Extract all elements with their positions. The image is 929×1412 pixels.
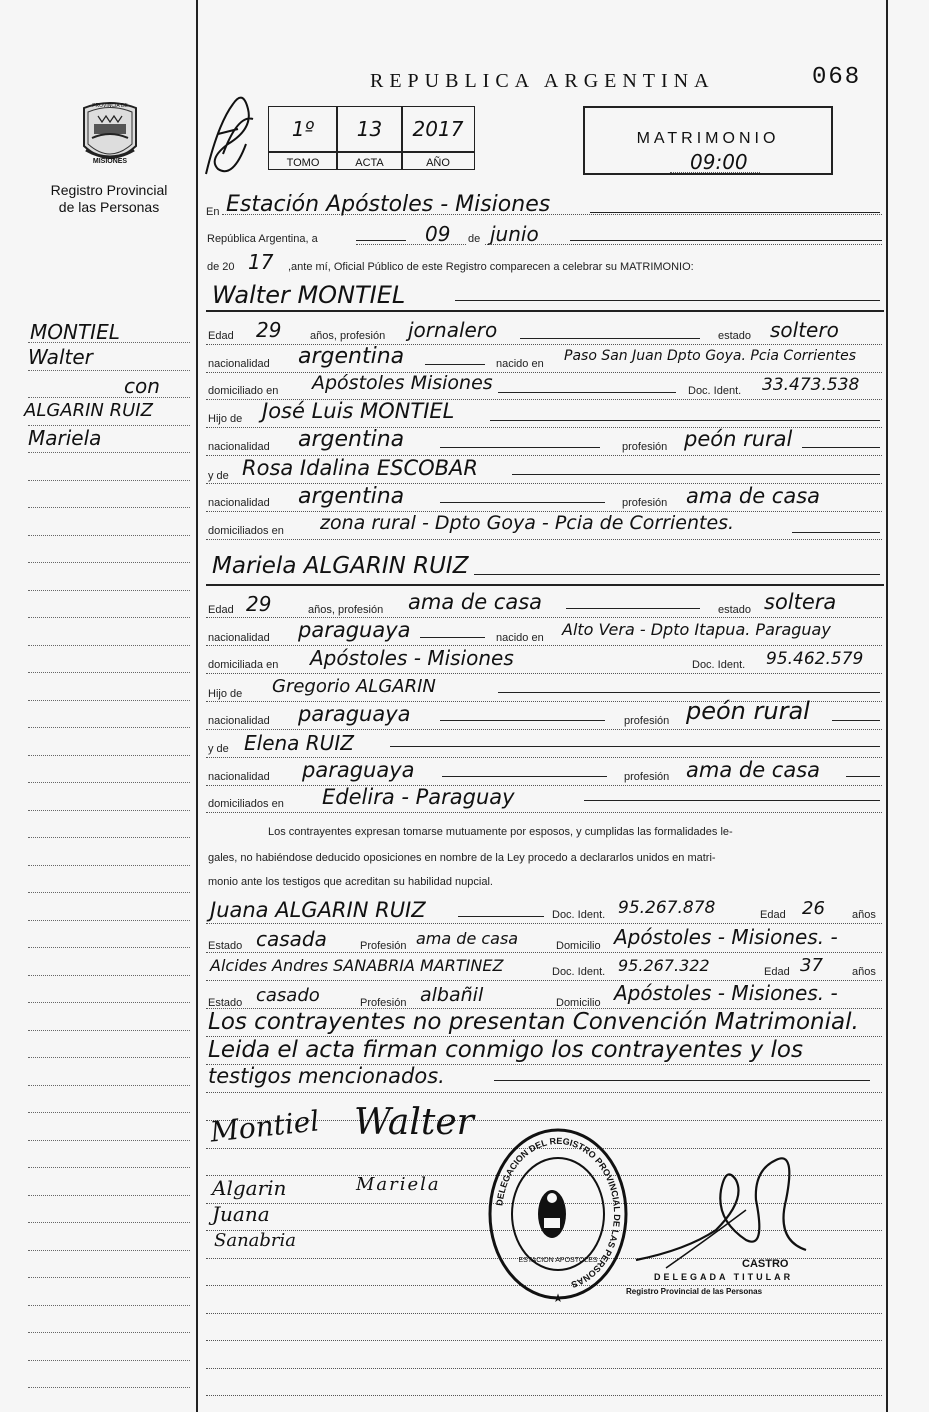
bride-mother-profession: ama de casa (686, 758, 821, 782)
groom-age: 29 (256, 318, 282, 342)
witness-signature-3: Sanabria (214, 1230, 297, 1251)
margin-ruled-line (28, 1167, 190, 1168)
groom-hijo-label: Hijo de (208, 413, 243, 425)
groom-status: soltero (770, 318, 839, 342)
margin-ruled-line (28, 1277, 190, 1278)
margin-ruled-line (28, 1002, 190, 1003)
stamp-ring-text: DELEGACION DEL REGISTRO PROVINCIAL DE LAS PERSONAS (494, 1135, 623, 1290)
bride-doc-label: Doc. Ident. (692, 659, 746, 671)
groom-father-profession: peón rural (684, 427, 793, 451)
witness-1-name-dash (458, 916, 544, 917)
signature-ruled-line (206, 1368, 882, 1369)
margin-ruled-line (28, 810, 190, 811)
witness-1-prof-label: Profesión (360, 940, 407, 952)
margin-ruled-line (28, 617, 190, 618)
signature-ruled-line (206, 1340, 882, 1341)
margin-ruled-line (28, 727, 190, 728)
margin-ruled-line (28, 1332, 190, 1333)
bride-mother-nat-label: nacionalidad (208, 771, 270, 783)
witness-2-dom-label: Domicilio (556, 997, 601, 1009)
bride-father-profession: peón rural (686, 697, 810, 725)
groom-nac-label: nacionalidad (208, 358, 270, 370)
ano-cell (401, 106, 475, 152)
margin-ruled-line (28, 562, 190, 563)
margin-ruled-line (28, 1112, 190, 1113)
margin-ruled-line (28, 1057, 190, 1058)
groom-father-dash (490, 420, 880, 421)
bride-father-nat-label: nacionalidad (208, 715, 270, 727)
margin-ruled-line (28, 975, 190, 976)
groom-father-prof-label: profesión (622, 441, 668, 453)
witness-1-edad-label: Edad (760, 909, 786, 921)
margin-ruled-line (28, 920, 190, 921)
intro-text: ,ante mí, Oficial Público de este Registro comparecen a celebrar su MATRIMONIO: (288, 261, 694, 273)
bride-nat-dash (420, 637, 485, 638)
officer-title: DELEGADA TITULAR (654, 1272, 794, 1282)
acta-label-cell (336, 152, 403, 170)
officer-name: CASTRO (742, 1258, 789, 1270)
bride-father: Gregorio ALGARIN (272, 676, 436, 697)
groom-profession-dash (520, 338, 700, 339)
bride-anos-label: años, profesión (308, 604, 384, 616)
margin-note-line-4: ALGARIN RUIZ (24, 400, 153, 421)
groom-nacido-label: nacido en (496, 358, 544, 370)
declaration-line-1: Los contrayentes expresan tomarse mutuamente por esposos, y cumplidas las formalidades le- (268, 826, 733, 838)
margin-ruled-line (28, 700, 190, 701)
groom-signature-b: Walter (354, 1102, 474, 1143)
day: 09 (425, 222, 451, 246)
groom-mother: Rosa Idalina ESCOBAR (242, 456, 478, 480)
observation-rule-3 (206, 1092, 882, 1093)
republica-label: República Argentina, a (207, 233, 318, 245)
tomo-label: TOMO (286, 157, 320, 169)
right-border-line (886, 0, 888, 1412)
witness-1-profession: ama de casa (416, 929, 519, 948)
signature-ruled-line (206, 1313, 882, 1314)
groom-parents-dom-dash (792, 532, 880, 533)
svg-text:★: ★ (552, 1291, 564, 1305)
acta-label: ACTA (355, 157, 384, 169)
observation-dash (494, 1080, 870, 1081)
year-prefix: de 20 (207, 261, 235, 273)
groom-father-nat-dash (440, 447, 600, 448)
groom-doc-label: Doc. Ident. (688, 385, 742, 397)
margin-ruled-line (28, 590, 190, 591)
bride-father-nationality: paraguaya (298, 702, 411, 726)
margin-ruled-line (28, 1030, 190, 1031)
bride-parents-dom-label: domiciliados en (208, 798, 284, 810)
groom-dom-label: domiciliado en (208, 385, 279, 397)
officer-org: Registro Provincial de las Personas (626, 1287, 763, 1296)
bride-name: Mariela ALGARIN RUIZ (212, 553, 469, 579)
witness-2-edad-label: Edad (764, 966, 790, 978)
bride-father-prof-dash (832, 720, 880, 721)
margin-divider-line (196, 0, 198, 1412)
groom-nat-dash (425, 364, 485, 365)
place-dash (590, 212, 880, 213)
bride-domicile: Apóstoles - Misiones (310, 646, 514, 670)
margin-ruled-line (28, 645, 190, 646)
groom-line-2 (206, 372, 882, 373)
groom-dom-dash (498, 392, 676, 393)
bride-doc: 95.462.579 (766, 649, 864, 669)
margin-ruled-line (28, 1140, 190, 1141)
bride-nacido-label: nacido en (496, 632, 544, 644)
observation-line-3: testigos mencionados. (208, 1064, 445, 1088)
de-label: de (468, 233, 481, 245)
margin-ruled-line (28, 1305, 190, 1306)
groom-father-nationality: argentina (298, 427, 405, 452)
witness-1-age: 26 (802, 898, 825, 919)
groom-mother-dash (512, 474, 880, 475)
record-time-line (670, 172, 760, 173)
groom-edad-label: Edad (208, 330, 234, 342)
bride-section-line (206, 584, 884, 586)
bride-father-nat-dash (440, 720, 605, 721)
groom-parents-domicile: zona rural - Dpto Goya - Pcia de Corrientes. (320, 512, 735, 534)
official-round-stamp (486, 1122, 630, 1306)
witness-signature-1: Algarin (212, 1176, 287, 1200)
margin-ruled-line (28, 480, 190, 481)
margin-ruled-line (28, 507, 190, 508)
witness-1-doc-label: Doc. Ident. (552, 909, 606, 921)
groom-profession: jornalero (408, 318, 498, 342)
witness-1-dom-label: Domicilio (556, 940, 601, 952)
witness-1-anos-label: años (852, 909, 876, 921)
groom-name-dash (455, 300, 880, 301)
month-line (485, 244, 882, 245)
groom-signature-a: Montiel (208, 1104, 321, 1149)
bride-birthplace: Alto Vera - Dpto Itapua. Paraguay (562, 620, 831, 639)
margin-ruled-line (28, 1222, 190, 1223)
month: junio (490, 222, 539, 246)
groom-yde-label: y de (208, 470, 229, 482)
witness-2-anos-label: años (852, 966, 876, 978)
witness-2-profession: albañil (420, 984, 484, 1006)
bride-nationality: paraguaya (298, 618, 411, 642)
margin-ruled-line (28, 865, 190, 866)
groom-mother-nat-label: nacionalidad (208, 497, 270, 509)
seal-text-top: PROVINCIA DE (92, 103, 128, 109)
day-dash (356, 240, 406, 241)
groom-estado-label: estado (718, 330, 752, 342)
witness-1-line-1 (206, 923, 882, 924)
bride-profession: ama de casa (408, 590, 543, 614)
margin-ruled-line (28, 535, 190, 536)
groom-doc: 33.473.538 (762, 375, 860, 395)
bride-parents-domicile: Edelira - Paraguay (322, 785, 515, 809)
officer-signature (626, 1140, 826, 1270)
witness-2-name: Alcides Andres SANABRIA MARTINEZ (210, 956, 504, 975)
groom-father-nat-label: nacionalidad (208, 441, 270, 453)
groom-mother-profession: ama de casa (686, 484, 821, 508)
bride-mother-nat-dash (442, 776, 607, 777)
seal-text-bottom: MISIONES (92, 158, 128, 165)
stamp-inner-text: ESTACION APOSTOLES (518, 1257, 598, 1264)
witness-1-doc: 95.267.878 (618, 898, 716, 918)
margin-note-line-1: MONTIEL (30, 320, 120, 344)
margin-ruled-line (28, 370, 190, 371)
bride-line-7 (206, 785, 882, 786)
margin-ruled-line (28, 1085, 190, 1086)
margin-ruled-line (28, 782, 190, 783)
groom-parents-dom-label: domiciliados en (208, 525, 284, 537)
witness-2-status: casado (256, 985, 320, 1006)
bride-hijo-label: Hijo de (208, 688, 243, 700)
acta-cell (336, 106, 403, 152)
witness-2-age: 37 (800, 955, 823, 976)
bride-mother-prof-label: profesión (624, 771, 670, 783)
month-dash (570, 240, 882, 241)
official-initials-signature (198, 84, 268, 184)
groom-mother-prof-label: profesión (622, 497, 668, 509)
margin-ruled-line (28, 1250, 190, 1251)
bride-line-2 (206, 645, 882, 646)
bride-name-dash (474, 574, 880, 575)
bride-nac-label: nacionalidad (208, 632, 270, 644)
place-line (222, 214, 882, 215)
margin-ruled-line (28, 1195, 190, 1196)
bride-edad-label: Edad (208, 604, 234, 616)
registry-name-line2: de las Personas (58, 199, 160, 215)
bride-age: 29 (246, 592, 272, 616)
en-label: En (206, 206, 220, 218)
observation-line-1: Los contrayentes no presentan Convención Matrimonial. (208, 1009, 859, 1035)
declaration-line-3: monio ante los testigos que acreditan su habilidad nupcial. (208, 876, 493, 888)
signature-ruled-line (206, 1395, 882, 1396)
bride-mother: Elena RUIZ (244, 731, 354, 755)
margin-ruled-line (28, 672, 190, 673)
witness-2-doc: 95.267.322 (618, 956, 710, 975)
ano-label: AÑO (426, 157, 450, 169)
margin-note-line-2: Walter (28, 345, 93, 369)
bride-parents-dom-dash (584, 800, 880, 801)
bride-yde-label: y de (208, 743, 229, 755)
witness-2-estado-label: Estado (208, 997, 243, 1009)
groom-domicile: Apóstoles Misiones (312, 372, 493, 394)
margin-ruled-line (28, 1387, 190, 1388)
tomo-cell (268, 106, 338, 152)
groom-birthplace: Paso San Juan Dpto Goya. Pcia Corrientes (564, 348, 857, 364)
bride-estado-label: estado (718, 604, 752, 616)
bride-father-dash (498, 692, 880, 693)
bride-status: soltera (764, 590, 837, 614)
margin-ruled-line (28, 452, 190, 453)
margin-note-line-5: Mariela (28, 426, 102, 450)
margin-ruled-line (28, 755, 190, 756)
acta-value: 13 (356, 117, 383, 141)
witness-1-estado-label: Estado (208, 940, 243, 952)
bride-signature: Mariela (356, 1174, 441, 1195)
bride-mother-dash (390, 746, 880, 747)
groom-line-8 (206, 539, 882, 540)
margin-ruled-line (28, 947, 190, 948)
ano-label-cell (401, 152, 475, 170)
margin-ruled-line (28, 1360, 190, 1361)
country-title: REPUBLICA ARGENTINA (370, 70, 715, 92)
registry-name-line1: Registro Provincial (50, 182, 168, 198)
witness-1-status: casada (256, 927, 327, 951)
groom-father-prof-dash (802, 447, 880, 448)
groom-mother-nat-dash (440, 502, 605, 503)
margin-note-line-3: con (124, 374, 160, 398)
observation-line-2: Leida el acta firman conmigo los contrayentes y los (208, 1037, 803, 1063)
bride-father-prof-label: profesión (624, 715, 670, 727)
groom-section-line (206, 310, 884, 312)
bride-profession-dash (566, 608, 700, 609)
groom-nationality: argentina (298, 344, 405, 369)
declaration-line-2: gales, no habiéndose deducido oposiciones en nombre de la Ley procedo a declararlos unidos en matri- (208, 852, 716, 864)
witness-2-doc-label: Doc. Ident. (552, 966, 606, 978)
bride-line-8 (206, 812, 882, 813)
ano-value: 2017 (412, 117, 464, 141)
groom-name: Walter MONTIEL (212, 281, 406, 309)
tomo-label-cell (268, 152, 338, 170)
record-time: 09:00 (690, 150, 748, 174)
witness-signature-2: Juana (212, 1202, 270, 1226)
witness-1-domicile: Apóstoles - Misiones. - (614, 925, 838, 949)
groom-father: José Luis MONTIEL (262, 399, 455, 423)
bride-line-3 (206, 673, 882, 674)
witness-1-name: Juana ALGARIN RUIZ (210, 898, 426, 922)
margin-ruled-line (28, 397, 190, 398)
bride-mother-nationality: paraguaya (302, 758, 415, 782)
bride-mother-prof-dash (846, 776, 880, 777)
groom-anos-label: años, profesión (310, 330, 386, 342)
record-type-label: MATRIMONIO (636, 130, 780, 147)
bride-line-5 (206, 729, 882, 730)
witness-1-line-2 (206, 952, 882, 953)
groom-mother-nationality: argentina (298, 484, 405, 509)
witness-2-prof-label: Profesión (360, 997, 407, 1009)
margin-ruled-line (28, 837, 190, 838)
margin-ruled-line (28, 892, 190, 893)
year-suffix: 17 (248, 250, 274, 274)
witness-2-domicile: Apóstoles - Misiones. - (614, 981, 838, 1005)
place: Estación Apóstoles - Misiones (226, 192, 551, 217)
page-number: 068 (812, 64, 862, 91)
tomo-value: 1º (291, 117, 315, 141)
bride-dom-label: domiciliada en (208, 659, 279, 671)
